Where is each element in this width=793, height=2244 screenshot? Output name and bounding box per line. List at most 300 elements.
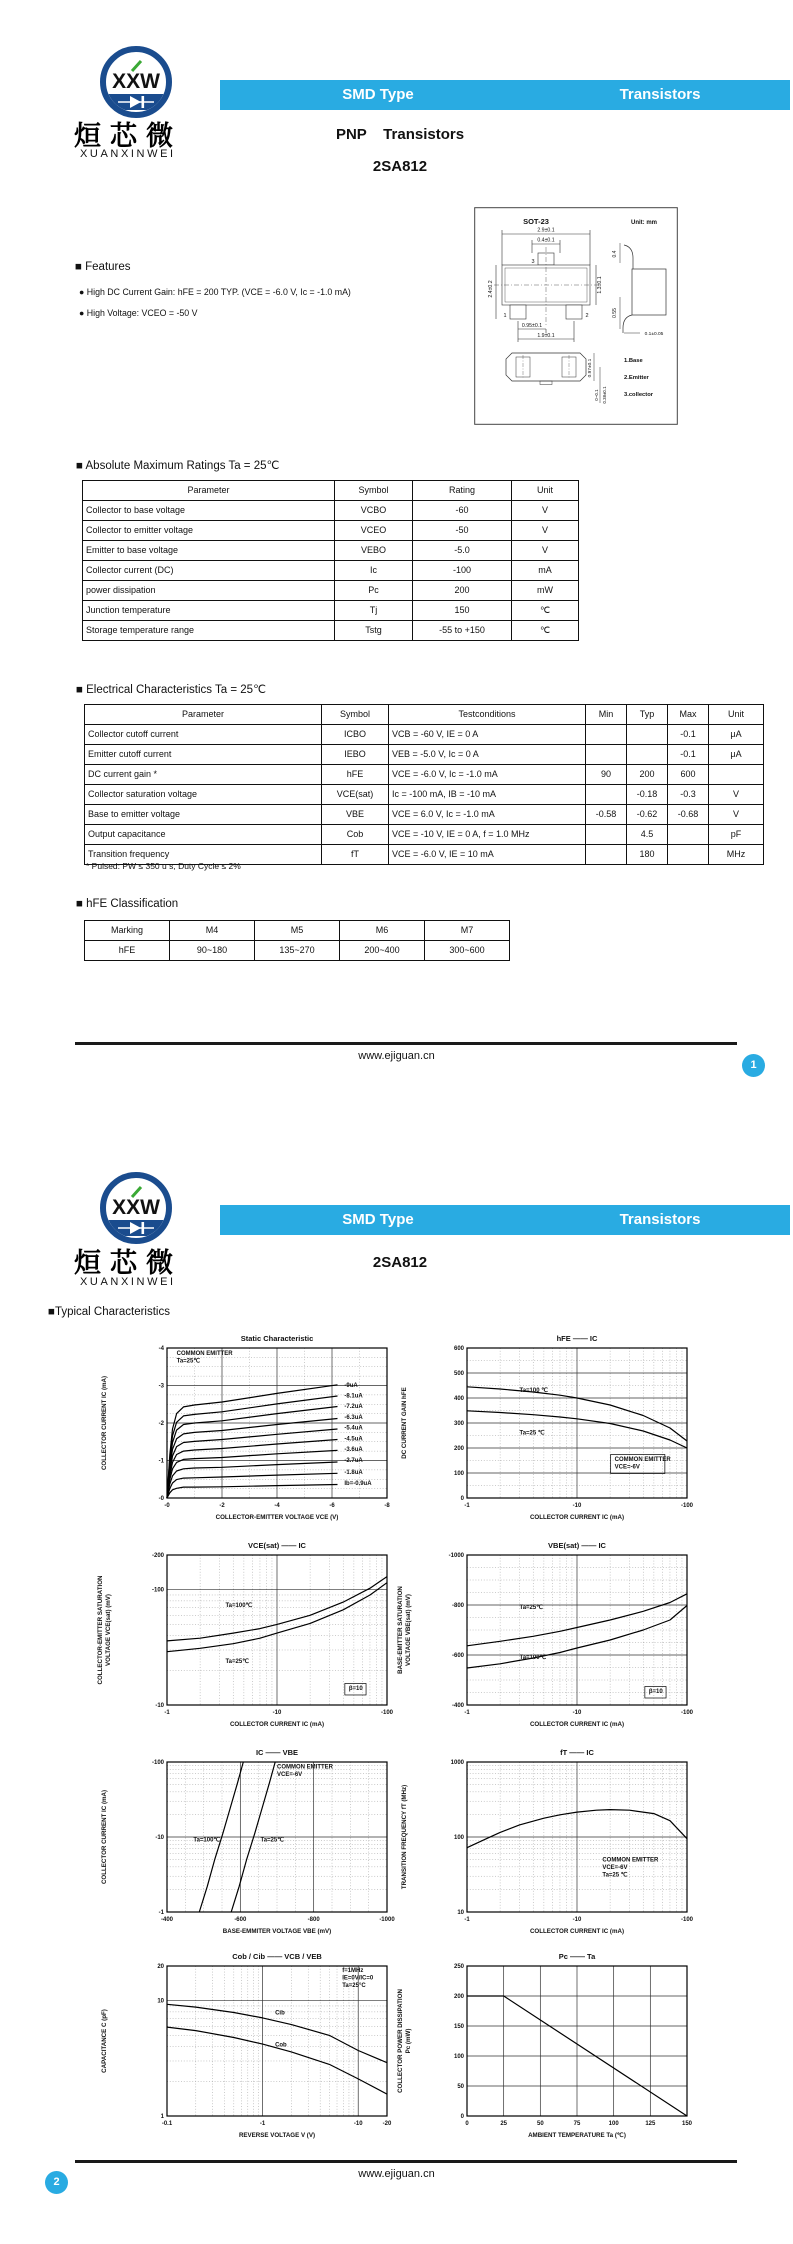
part-number-title: 2SA812 (372, 1254, 428, 1271)
cell (586, 745, 627, 765)
cell: Base to emitter voltage (85, 805, 322, 825)
table-row (83, 521, 579, 541)
cell (709, 765, 764, 785)
cell: 200~400 (340, 941, 425, 961)
cell (668, 845, 709, 865)
cell: ICBO (322, 725, 389, 745)
chart-hfe-vs-ic (395, 1330, 695, 1536)
cell: Ic (335, 561, 413, 581)
y-tick-label: 0 (460, 2114, 464, 2120)
cell: power dissipation (83, 581, 335, 601)
cell: VEB = -5.0 V, Ic = 0 A (389, 745, 586, 765)
y-axis-title: DC CURRENT GAIN hFE (401, 1387, 408, 1459)
package-drawing (474, 207, 678, 425)
hfe-classification-table (84, 920, 510, 961)
chart-title: IC —— VBE (255, 1748, 299, 1757)
device-type-title: PNP Transistors (335, 126, 465, 143)
y-axis-title: VOLTAGE VCE(sat) (mV) (105, 1594, 112, 1666)
curve-label: -8.1uA (344, 1393, 363, 1400)
header-cell: Typ (627, 705, 668, 725)
cell: Output capacitance (85, 825, 322, 845)
pin2-label: 2 (585, 313, 589, 319)
curve-label: -7.2uA (344, 1404, 363, 1411)
y-tick-label: -400 (451, 1703, 464, 1709)
y-tick-label: 600 (453, 1346, 464, 1352)
y-tick-label: 300 (453, 1421, 464, 1427)
curve-label: Ta=25℃ (260, 1837, 284, 1844)
y-axis-title: BASE-EMITTER SATURATION (397, 1586, 404, 1674)
cell: Collector to base voltage (83, 501, 335, 521)
cell: Cob (322, 825, 389, 845)
y-axis-title: COLLECTOR CURRENT IC (mA) (101, 1375, 108, 1471)
logo-text: XXW (112, 1196, 160, 1219)
cell: -0.58 (586, 805, 627, 825)
cell: VCE = -10 V, IE = 0 A, f = 1.0 MHz (389, 825, 586, 845)
cell: -0.1 (668, 725, 709, 745)
table (84, 920, 510, 961)
part-number-title: 2SA812 (372, 158, 428, 175)
x-tick-label: 25 (500, 2121, 508, 2127)
cell: Tj (335, 601, 413, 621)
cell: VCE = -6.0 V, Ic = -1.0 mA (389, 765, 586, 785)
y-tick-label: 100 (453, 1471, 464, 1477)
y-tick-label: 200 (453, 1994, 464, 2000)
y-tick-label: -100 (151, 1760, 164, 1766)
header-cell: Testconditions (389, 705, 586, 725)
cell: mA (512, 561, 579, 581)
dim-top-width: 2.9±0.1 (537, 227, 555, 234)
cell: hFE (85, 941, 170, 961)
curve-label: -5.4uA (344, 1425, 363, 1432)
x-tick-label: -100 (380, 1710, 394, 1716)
header-right-label: Transistors (619, 1211, 701, 1228)
annotation-text: VCE=-6V (614, 1464, 640, 1471)
header-cell: Rating (413, 481, 512, 501)
header-cell: Symbol (322, 705, 389, 725)
series-line (167, 1462, 338, 1498)
y-tick-label: 500 (453, 1371, 464, 1377)
cell: IEBO (322, 745, 389, 765)
cell: -0.62 (627, 805, 668, 825)
cell: Collector saturation voltage (85, 785, 322, 805)
x-tick-label: -600 (234, 1917, 247, 1923)
y-tick-label: 50 (457, 2084, 464, 2090)
pin1-label: 1 (503, 313, 507, 319)
x-axis-title: AMBIENT TEMPERATURE Ta (℃) (528, 2132, 626, 2139)
package-name: SOT-23 (523, 217, 549, 226)
chart-vcesat-vs-ic (95, 1537, 395, 1743)
y-tick-label: -4 (158, 1346, 164, 1352)
abs-max-ratings-table (82, 480, 579, 641)
y-tick-label: 400 (453, 1396, 464, 1402)
cell (586, 725, 627, 745)
chart-title: VBE(sat) —— IC (548, 1541, 606, 1550)
cell: -0.18 (627, 785, 668, 805)
header-cell: M7 (425, 921, 510, 941)
cell: 4.5 (627, 825, 668, 845)
y-tick-label: 100 (453, 2054, 464, 2060)
y-tick-label: 150 (453, 2024, 464, 2030)
curve-label: -6.3uA (344, 1415, 363, 1421)
cell: -0.1 (668, 745, 709, 765)
cell: 300~600 (425, 941, 510, 961)
annotation-text: Ta=25°C (342, 1982, 366, 1989)
cell: Emitter to base voltage (83, 541, 335, 561)
x-tick-label: -100 (680, 1917, 694, 1923)
chart-title: Pc —— Ta (558, 1952, 596, 1961)
x-axis-title: COLLECTOR CURRENT IC (mA) (529, 1928, 625, 1935)
chart-title: Static Characteristic (240, 1334, 314, 1343)
chart-vbesat-vs-ic (395, 1537, 695, 1743)
header-cell: M6 (340, 921, 425, 941)
y-tick-label: 1000 (450, 1760, 464, 1766)
x-tick-label: -10 (572, 1503, 582, 1509)
cell: 90 (586, 765, 627, 785)
curve-label: Ib=-0.9uA (344, 1481, 372, 1487)
cell: V (709, 805, 764, 825)
y-tick-label: -0 (158, 1496, 164, 1502)
header-cell: Unit (512, 481, 579, 501)
annotation-text: VCE=-6V (277, 1771, 303, 1778)
cell: μA (709, 745, 764, 765)
y-tick-label: 200 (453, 1446, 464, 1452)
feature-item-2: ● High Voltage: VCEO = -50 V (79, 308, 198, 318)
cell: Ic = -100 mA, IB = -10 mA (389, 785, 586, 805)
cell: VCE(sat) (322, 785, 389, 805)
brand-name-en: XUANXINWEI (80, 1276, 176, 1288)
x-tick-label: -6 (329, 1503, 335, 1509)
features-heading: ■ Features (75, 261, 131, 273)
footer-divider (75, 1042, 737, 1045)
y-tick-label: -10 (155, 1703, 164, 1709)
dim-standoff: 0.1±0.05 (644, 332, 664, 337)
cell (668, 825, 709, 845)
header-cell: M5 (255, 921, 340, 941)
x-tick-label: 150 (681, 2121, 693, 2127)
x-tick-label: -0 (164, 1503, 170, 1509)
cell: VCE = -6.0 V, IE = 10 mA (389, 845, 586, 865)
x-axis-title: COLLECTOR-EMITTER VOLTAGE VCE (V) (215, 1514, 339, 1521)
y-axis-title: COLLECTOR-EMITTER SATURATION (97, 1575, 104, 1685)
chart-static-characteristic (95, 1330, 395, 1536)
table (84, 704, 764, 865)
y-axis-title: Pc (mW) (405, 2028, 412, 2054)
x-tick-label: -1 (464, 1917, 470, 1923)
y-tick-label: -200 (151, 1553, 164, 1559)
header-right-label: Transistors (619, 86, 701, 103)
dim-gap: 0~0.1 (594, 389, 599, 401)
chart-ic-vs-vbe (95, 1744, 395, 1950)
x-tick-label: -2 (219, 1503, 225, 1509)
x-tick-label: -1 (464, 1710, 470, 1716)
cell: Collector cutoff current (85, 725, 322, 745)
brand-name-cn: 烜芯微 (74, 121, 182, 151)
cell: Emitter cutoff current (85, 745, 322, 765)
chart-pc-vs-ta (395, 1948, 695, 2154)
annotation-text: COMMON EMITTER (176, 1350, 233, 1357)
curve-label: -2.7uA (344, 1457, 363, 1464)
legend-base: 1.Base (624, 358, 643, 364)
datasheet-page-2 (0, 1122, 793, 2244)
cell: Collector to emitter voltage (83, 521, 335, 541)
cell: -60 (413, 501, 512, 521)
y-tick-label: -10 (155, 1835, 164, 1841)
table-header-row (83, 481, 579, 501)
cell: hFE (322, 765, 389, 785)
dim-lead-top: 0.4 (612, 250, 618, 258)
curve-label: Ta=100 ℃ (519, 1388, 548, 1394)
electrical-heading: ■ Electrical Characteristics Ta = 25℃ (76, 684, 266, 696)
cell: Storage temperature range (83, 621, 335, 641)
x-axis-title: COLLECTOR CURRENT IC (mA) (229, 1721, 325, 1728)
series-line (167, 1396, 338, 1498)
curve-label: Ta=25℃ (519, 1605, 543, 1611)
y-tick-label: -3 (158, 1383, 164, 1390)
side-view (620, 243, 666, 333)
electrical-characteristics-table (84, 704, 764, 865)
cell: -55 to +150 (413, 621, 512, 641)
curve-label: -1.8uA (344, 1469, 363, 1476)
dim-body-height: 2.4±0.2 (488, 280, 494, 298)
y-tick-label: 10 (457, 1910, 464, 1916)
cell: 200 (627, 765, 668, 785)
header-cell: Unit (709, 705, 764, 725)
header-cell: Min (586, 705, 627, 725)
table-row (85, 805, 764, 825)
annotation-text: COMMON EMITTER (614, 1457, 671, 1463)
cell (586, 845, 627, 865)
x-tick-label: -10 (353, 2121, 363, 2127)
table-row (83, 601, 579, 621)
chart-ft-vs-ic (395, 1744, 695, 1950)
cell: Junction temperature (83, 601, 335, 621)
annotation-text: f=1MHz (342, 1967, 364, 1974)
x-tick-label: 125 (645, 2121, 656, 2127)
cell: -0.68 (668, 805, 709, 825)
curve-label: Ta=100℃ (225, 1602, 253, 1609)
cell: VCEO (335, 521, 413, 541)
header-left-label: SMD Type (342, 86, 414, 103)
cell: VCB = -60 V, IE = 0 A (389, 725, 586, 745)
y-tick-label: 100 (453, 1835, 464, 1841)
y-axis-title: TRANSITION FREQUENCY fT (MHz) (401, 1784, 408, 1890)
page-number-badge: 1 (742, 1054, 765, 1077)
curve-label: Ta=100℃ (193, 1837, 221, 1844)
header-cell: Parameter (85, 705, 322, 725)
cell: -5.0 (413, 541, 512, 561)
y-tick-label: -800 (451, 1603, 464, 1609)
y-tick-label: -1 (158, 1910, 164, 1916)
annotation-text: COMMON EMITTER (277, 1764, 333, 1771)
x-tick-label: 75 (573, 2121, 581, 2127)
dim-pin-width: 0.4±0.1 (537, 237, 555, 244)
table-row (85, 745, 764, 765)
x-tick-label: -10 (272, 1710, 282, 1716)
series-line (167, 1440, 338, 1499)
header-cell: Symbol (335, 481, 413, 501)
y-tick-label: 250 (453, 1964, 464, 1970)
y-tick-label: -600 (451, 1653, 464, 1659)
header-left-label: SMD Type (342, 1211, 414, 1228)
hfe-class-heading: ■ hFE Classification (76, 898, 179, 910)
cell: DC current gain * (85, 765, 322, 785)
header-bar (220, 1205, 790, 1235)
dim-foot: 0.38±0.1 (602, 386, 607, 404)
company-logo (94, 1168, 178, 1252)
cell: -100 (413, 561, 512, 581)
page-number-badge: 2 (45, 2171, 68, 2194)
logo-text: XXW (112, 70, 160, 93)
x-tick-label: -10 (572, 1710, 582, 1716)
cell: V (512, 501, 579, 521)
cell: Transition frequency (85, 845, 322, 865)
annotation-text: IE=0V/IC=0 (342, 1975, 374, 1982)
header-cell: Marking (85, 921, 170, 941)
y-axis-title: COLLECTOR CURRENT IC (mA) (101, 1789, 108, 1885)
x-tick-label: -8 (384, 1503, 390, 1509)
y-tick-label: -100 (151, 1587, 164, 1594)
cell: Collector current (DC) (83, 561, 335, 581)
x-tick-label: -1 (464, 1503, 470, 1509)
cell: VEBO (335, 541, 413, 561)
table-row (83, 501, 579, 521)
curve-label: Cob (275, 2042, 287, 2049)
cell: pF (709, 825, 764, 845)
cell: fT (322, 845, 389, 865)
table-row (83, 541, 579, 561)
cell: Tstg (335, 621, 413, 641)
cell: V (512, 521, 579, 541)
cell: Pc (335, 581, 413, 601)
cell: ℃ (512, 601, 579, 621)
footer-divider (75, 2160, 737, 2163)
cell (627, 745, 668, 765)
chart-title: VCE(sat) —— IC (248, 1541, 306, 1550)
table-row (83, 561, 579, 581)
pin3-label: 3 (531, 259, 535, 265)
x-tick-label: -1 (259, 2121, 266, 2127)
dim-lead-bottom: 0.55 (612, 308, 618, 318)
curve-label: -3.6uA (344, 1446, 363, 1453)
header-bar (220, 80, 790, 110)
y-tick-label: 0 (460, 1496, 464, 1502)
legend-emitter: 2.Emitter (624, 375, 649, 381)
annotation-text: COMMON EMITTER (602, 1857, 659, 1864)
dim-inner-height: 1.3±0.1 (597, 276, 603, 294)
x-axis-title: REVERSE VOLTAGE V (V) (238, 2132, 316, 2139)
curve-label: Ta=100℃ (519, 1655, 547, 1661)
y-tick-label: 10 (157, 1998, 164, 2005)
table (82, 480, 579, 641)
x-tick-label: 50 (536, 2121, 544, 2127)
annotation-text: Ta=25℃ (176, 1358, 201, 1365)
y-tick-label: -1 (158, 1458, 164, 1465)
cell: μA (709, 725, 764, 745)
header-cell: Parameter (83, 481, 335, 501)
footer-url: www.ejiguan.cn (358, 2168, 435, 2180)
x-axis-title: BASE-EMMITER VOLTAGE VBE (mV) (222, 1928, 332, 1935)
x-tick-label: -4 (274, 1503, 280, 1509)
package-unit: Unit: mm (631, 220, 657, 226)
typical-characteristics-heading: ■Typical Characteristics (48, 1306, 170, 1318)
cell: 135~270 (255, 941, 340, 961)
x-tick-label: -0.1 (161, 2121, 173, 2127)
x-tick-label: -800 (307, 1917, 320, 1923)
feature-item-1: ● High DC Current Gain: hFE = 200 TYP. (VCE = -6.0 V, Ic = -1.0 mA) (79, 287, 351, 297)
y-tick-label: 1 (160, 2114, 164, 2120)
table-row (83, 581, 579, 601)
brand-name-cn: 烜芯微 (74, 1248, 182, 1278)
curve-label: Ta=25 ℃ (519, 1430, 545, 1437)
table-row (85, 725, 764, 745)
cell: MHz (709, 845, 764, 865)
bottom-view (506, 353, 600, 403)
x-tick-label: -10 (572, 1917, 582, 1923)
abs-max-heading: ■ Absolute Maximum Ratings Ta = 25℃ (76, 460, 280, 472)
table-row (85, 785, 764, 805)
annotation-text: β=10 (648, 1689, 663, 1695)
x-axis-title: COLLECTOR CURRENT IC (mA) (529, 1721, 625, 1728)
cell: mW (512, 581, 579, 601)
cell: 600 (668, 765, 709, 785)
header-cell: Max (668, 705, 709, 725)
curve-label: -4.5uA (344, 1436, 363, 1443)
x-tick-label: -1 (164, 1710, 170, 1716)
table-row (83, 621, 579, 641)
curve-label: -9uA (344, 1382, 358, 1389)
annotation-text: Ta=25 ℃ (602, 1872, 628, 1879)
cell: -0.3 (668, 785, 709, 805)
cell: 200 (413, 581, 512, 601)
table-header-row (85, 921, 510, 941)
x-tick-label: -1000 (379, 1917, 395, 1923)
annotation-text: VCE=-6V (602, 1865, 628, 1872)
x-tick-label: -20 (382, 2121, 392, 2127)
x-tick-label: -400 (160, 1917, 174, 1923)
chart-title: fT —— IC (560, 1748, 594, 1757)
table-header-row (85, 705, 764, 725)
legend-collector: 3.collector (624, 392, 653, 398)
top-view (494, 227, 598, 342)
cell (586, 825, 627, 845)
cell: 90~180 (170, 941, 255, 961)
y-tick-label: -1000 (448, 1553, 464, 1559)
y-axis-title: VOLTAGE VBE(sat) (mV) (405, 1594, 412, 1666)
cell: VCBO (335, 501, 413, 521)
header-cell: M4 (170, 921, 255, 941)
dim-side-height: 0.97±0.1 (588, 358, 593, 378)
cell: V (709, 785, 764, 805)
x-tick-label: -100 (680, 1503, 694, 1509)
table-row (85, 941, 510, 961)
chart-title: hFE —— IC (556, 1334, 598, 1343)
table-row (85, 825, 764, 845)
chart-title: Cob / Cib —— VCB / VEB (232, 1952, 322, 1961)
cell: VCE = 6.0 V, Ic = -1.0 mA (389, 805, 586, 825)
curve-label: Cib (275, 2010, 285, 2017)
cell: VBE (322, 805, 389, 825)
chart-capacitance-vs-voltage (95, 1948, 395, 2154)
y-axis-title: CAPACITANCE C (pF) (101, 2009, 108, 2073)
series-line (167, 1485, 338, 1499)
dim-pin-pitch: 0.95±0.1 (521, 323, 543, 329)
footer-url: www.ejiguan.cn (358, 1050, 435, 1062)
y-tick-label: 20 (157, 1964, 164, 1970)
cell: V (512, 541, 579, 561)
table-row (85, 765, 764, 785)
cell: 180 (627, 845, 668, 865)
cell: -50 (413, 521, 512, 541)
